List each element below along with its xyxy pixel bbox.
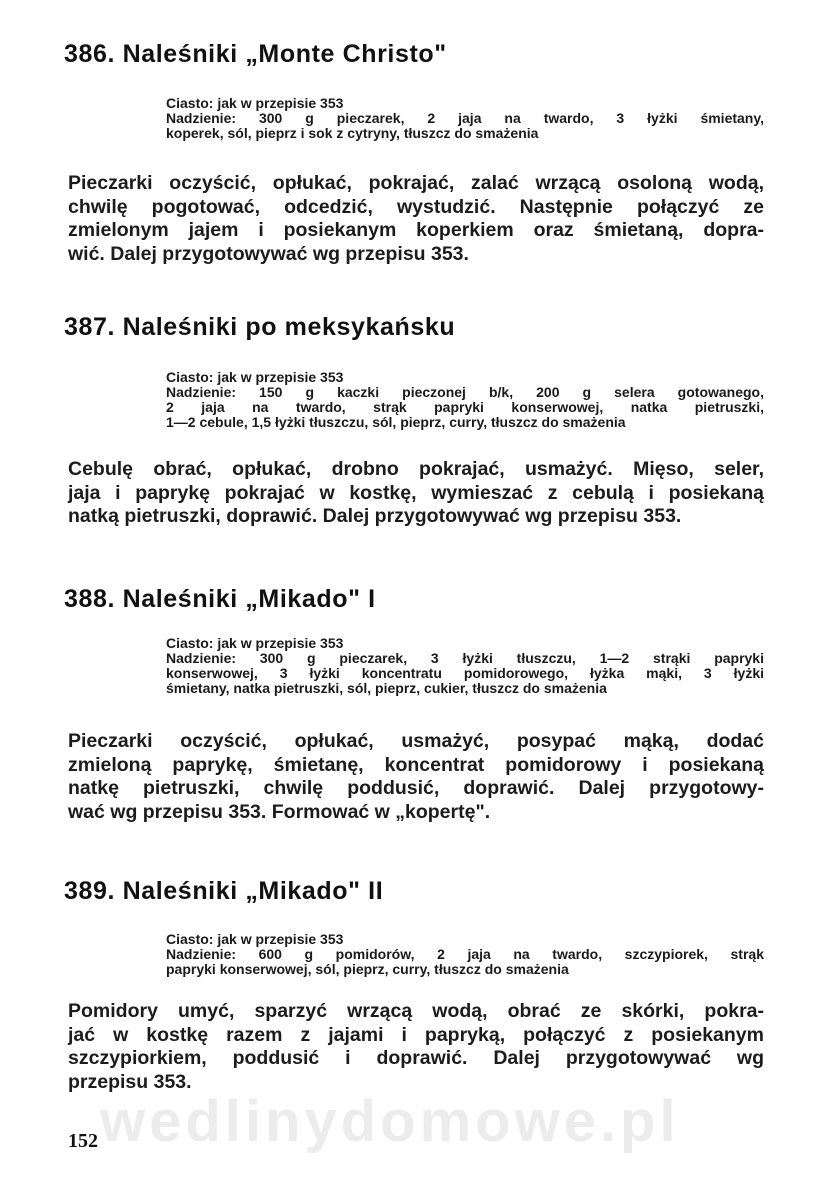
instruction-line: Cebulę obrać, opłukać, drobno pokrajać, usmażyć. Mięso, seler, <box>68 458 764 480</box>
ingredient-line <box>166 385 764 400</box>
ingredient-line <box>166 96 764 111</box>
ingredient-line <box>166 666 764 681</box>
ingredients <box>166 636 764 696</box>
instruction-line: zmielonym jajem i posiekanym koperkiem oraz śmietaną, dopra- <box>68 219 764 241</box>
ingredient-label: Ciasto: <box>166 635 214 651</box>
recipe-instructions <box>68 1000 764 1094</box>
instruction-line: szczypiorkiem, poddusić i doprawić. Dalej przygotowywać wg <box>68 1047 764 1069</box>
ingredient-line <box>166 932 764 947</box>
ingredient-label: Nadzienie: <box>166 946 237 962</box>
ingredient-label: Nadzienie: <box>166 384 237 400</box>
instruction-line: Pomidory umyć, sparzyć wrzącą wodą, obrać ze skórki, pokra- <box>68 1000 764 1022</box>
instruction-line: natką pietruszki, doprawić. Dalej przygotowywać wg przepisu 353. <box>68 505 682 527</box>
ingredient-text: jak w przepisie 353 <box>213 95 344 111</box>
ingredient-label: Ciasto: <box>166 931 214 947</box>
recipe-title: 387. Naleśniki po meksykańsku <box>64 313 456 341</box>
ingredient-line <box>166 962 764 977</box>
ingredient-text: jak w przepisie 353 <box>213 635 344 651</box>
ingredient-text: śmietany, natka pietruszki, sól, pieprz, cukier, tłuszcz do smażenia <box>166 680 607 696</box>
ingredient-label: Nadzienie: <box>166 110 237 126</box>
ingredient-line <box>166 415 764 430</box>
ingredient-line <box>166 111 764 126</box>
instruction-line: wać wg przepisu 353. Formować w „kopertę". <box>68 800 491 823</box>
recipe-title: 388. Naleśniki „Mikado" I <box>64 585 376 613</box>
instruction-line: natkę pietruszki, chwilę poddusić, doprawić. Dalej przygotowy- <box>68 777 764 799</box>
ingredients <box>166 370 764 430</box>
ingredient-line <box>166 370 764 385</box>
ingredient-label: Ciasto: <box>166 369 214 385</box>
ingredient-line <box>166 636 764 651</box>
recipe-instructions <box>68 730 764 824</box>
instruction-line: jaja i paprykę pokrajać w kostkę, wymieszać z cebulą i posiekaną <box>68 481 764 504</box>
ingredient-line <box>166 947 764 962</box>
instruction-line: chwilę pogotować, odcedzić, wystudzić. Następnie połączyć ze <box>68 195 764 218</box>
ingredient-text: jak w przepisie 353 <box>213 931 344 947</box>
recipe-title: 386. Naleśniki „Monte Christo" <box>64 40 447 68</box>
ingredient-text: konserwowej, 3 łyżki koncentratu pomidorowego, łyżka mąki, 3 łyżki <box>166 665 764 681</box>
ingredient-text: 300 g pieczarek, 3 łyżki tłuszczu, 1—2 strąki papryki <box>236 650 764 666</box>
instruction-line: wić. Dalej przygotowywać wg przepisu 353. <box>68 242 469 265</box>
ingredient-text: koperek, sól, pieprz i sok z cytryny, tłuszcz do smażenia <box>166 125 539 141</box>
ingredient-text: 150 g kaczki pieczonej b/k, 200 g selera gotowanego, <box>236 384 764 400</box>
ingredient-text: 2 jaja na twardo, strąk papryki konserwowej, natka pietruszki, <box>166 399 764 415</box>
instruction-line: jać w kostkę razem z jajami i papryką, połączyć z posiekanym <box>68 1023 764 1046</box>
instruction-line: zmieloną paprykę, śmietanę, koncentrat pomidorowy i posiekaną <box>68 753 764 776</box>
ingredient-text: 600 g pomidorów, 2 jaja na twardo, szczypiorek, strąk <box>236 946 764 962</box>
instruction-line: Pieczarki oczyścić, opłukać, pokrajać, zalać wrzącą osoloną wodą, <box>68 172 764 194</box>
ingredient-text: papryki konserwowej, sól, pieprz, curry, tłuszcz do smażenia <box>166 961 569 977</box>
recipe-instructions <box>68 458 764 529</box>
page-number: 152 <box>68 1130 98 1152</box>
ingredient-text: jak w przepisie 353 <box>213 369 344 385</box>
instruction-line: Pieczarki oczyścić, opłukać, usmażyć, posypać mąką, dodać <box>68 730 764 752</box>
ingredient-line <box>166 400 764 415</box>
ingredient-text: 1—2 cebule, 1,5 łyżki tłuszczu, sól, pieprz, curry, tłuszcz do smażenia <box>166 414 626 430</box>
ingredients <box>166 932 764 977</box>
recipe-title: 389. Naleśniki „Mikado" II <box>64 877 384 905</box>
ingredient-label: Ciasto: <box>166 95 214 111</box>
ingredient-label: Nadzienie: <box>166 650 237 666</box>
ingredient-line <box>166 126 764 141</box>
ingredients <box>166 96 764 141</box>
ingredient-text: 300 g pieczarek, 2 jaja na twardo, 3 łyżki śmietany, <box>236 110 764 126</box>
watermark: wedlinydomowe.pl <box>100 1089 680 1154</box>
instruction-line: przepisu 353. <box>68 1070 192 1093</box>
ingredient-line <box>166 651 764 666</box>
recipe-instructions <box>68 172 764 266</box>
ingredient-line <box>166 681 764 696</box>
